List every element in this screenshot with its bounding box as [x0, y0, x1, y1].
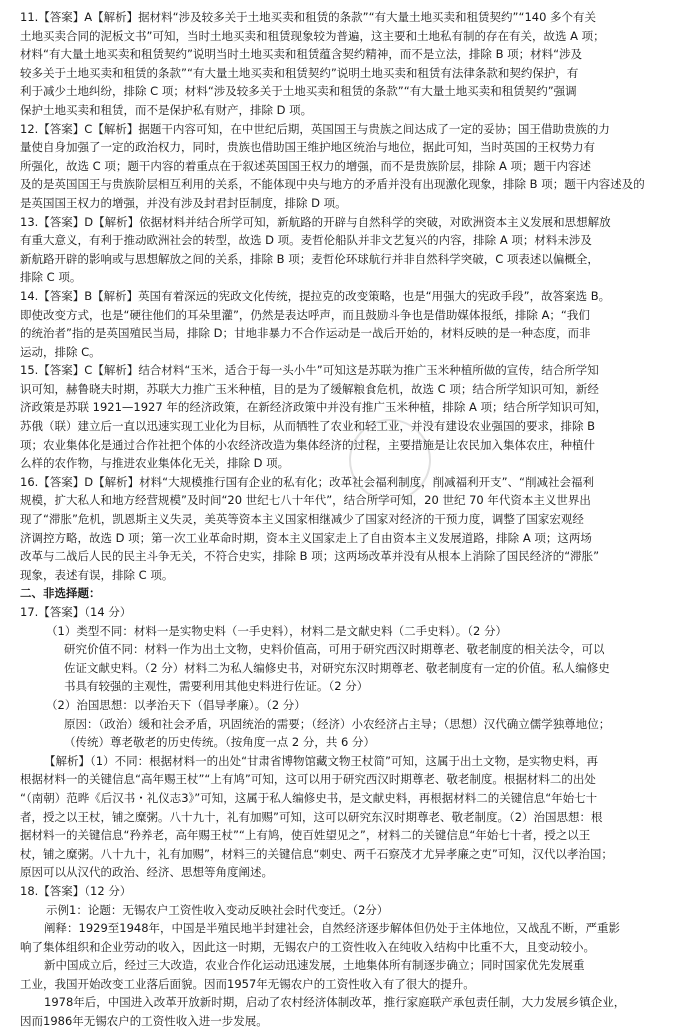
question-17-part-2-reasons	[20, 715, 676, 752]
text-line: 新航路开辟的影响或与思想解放之间的关系，排除 B 项；麦哲伦环球航行并非自然科学突破，C 项表述以偏概全，	[20, 251, 599, 266]
question-13-answer	[20, 213, 676, 287]
text-line: 现了“滞胀”危机，凯恩斯主义失灵，美英等资本主义国家相继减少了国家对经济的干预力度，调整了国家宏观经	[20, 512, 584, 527]
text-line: 研究价值不同：材料一作为出土文物，史料价值高，可用于研究西汉时期尊老、敬老制度的相关法令，可以	[64, 642, 605, 657]
text-line: 据材料一的关键信息“矜养老，高年赐王杖”“上有鸠，使百姓望见之”，材料二的关键信息“年始七十者，授之以王	[20, 828, 591, 843]
text-line: 是英国国王权力的增强，并没有涉及封君封臣制度，排除 D 项。	[20, 195, 347, 210]
text-line: 利于减少土地纠纷，排除 C 项；材料“涉及较多关于土地买卖和租赁的条款”“有大量土地买卖和租赁契约”强调	[20, 84, 577, 99]
question-18-paragraph-1	[20, 919, 676, 956]
text-line: 的统治者”指的是英国殖民当局，排除 D；甘地非暴力不合作运动是一战后开始的，材料反映的是一种态度，而非	[20, 326, 591, 341]
text-line: 苏俄（联）建立后一直以迅速实现工业化为目标，从而牺牲了农业和轻工业，并没有建设农业强国的要求，排除 B	[20, 419, 596, 434]
text-line: 根据材料一的关键信息“高年赐王杖”“上有鸠”可知，这可以用于研究西汉时期尊老、敬老制度。根据材料二的出处	[20, 772, 596, 787]
question-12-answer	[20, 120, 676, 213]
text-line: 材料“有大量土地买卖和租赁契约”说明当时土地买卖和租赁蕴含契约精神，而不是立法，排除 B 项；材料“涉及	[20, 47, 583, 62]
text-line: 16.【答案】D【解析】材料“大规模推行国有企业的私有化；改革社会福利制度，削减福利开支”、“削减社会福利	[20, 474, 595, 489]
text-line: 运动，排除 C。	[20, 344, 101, 359]
text-line: 量使自身加强了一定的政治权力，同时，贵族也借助国王维护地区统治与地位，据此可知，当时英国的王权势力有	[20, 140, 595, 155]
question-15-answer	[20, 361, 676, 473]
text-line: 排除 C 项。	[20, 270, 82, 285]
text-line: “（南朝）范晔《后汉书・礼仪志3》”可知，这属于私人编修史书，是文献史料，再根据材料二的关键信息“年始七十	[20, 790, 598, 805]
text-line: 者，授之以王杖，铺之糜粥。八十九十，礼有加赐”可知，这可以研究东汉时期尊老、敬老制度。（2）治国思想：根	[20, 809, 603, 824]
text-line: 保护土地买卖和租赁，而不是保护私有财产，排除 D 项。	[20, 102, 313, 117]
question-17-part-1-value	[20, 640, 676, 696]
text-line: 阐释：1929至1948年，中国是半殖民地半封建社会，自然经济逐步解体但仍处于主体地位，又战乱不断，严重影	[44, 921, 621, 936]
text-line: （传统）尊老敬老的历史传统。（按角度一点 2 分，共 6 分）	[64, 735, 376, 750]
text-line: 因而1986年无锡农户的工资性收入进一步发展。	[20, 1014, 268, 1029]
text-line: 即使改变方式，也是“硬往他们的耳朵里灌”，仍然是表达呼声，而且鼓励斗争也是借助媒体报纸，排除 A；“我们	[20, 307, 590, 322]
question-18-paragraph-2	[20, 956, 676, 993]
text-line: 济调控方略，故选 D 项；第一次工业革命时期，资本主义国家走上了自由资本主义发展道路，排除 A 项；这两场	[20, 530, 592, 545]
section-heading: 二、非选择题：	[20, 586, 101, 601]
text-line: 新中国成立后，经过三大改造，农业合作化运动迅速发展，土地集体所有制逐步确立；同时国家优先发展重	[44, 958, 585, 973]
text-line: 响了集体组织和企业劳动的收入，因此这一时期，无锡农户的工资性收入在纯收入结构中比重不大，且变动较小。	[20, 939, 595, 954]
question-14-answer	[20, 287, 676, 361]
text-line: 12.【答案】C【解析】据题干内容可知，在中世纪后期，英国国王与贵族之间达成了一定的妥协；国王借助贵族的力	[20, 121, 610, 136]
text-line: 工业，我国开始改变工业落后面貌。因而1957年无锡农户的工资性收入有了很大的提升。	[20, 976, 475, 991]
text-line: 较多关于土地买卖和租赁的条款”“有大量土地买卖和租赁契约”说明土地买卖和租赁有法律条款和契约保护，有	[20, 65, 579, 80]
text-line: 【解析】（1）不同：根据材料一的出处“甘肃省博物馆藏文物王杖简”可知，这属于出土文物，是实物史料，再	[44, 753, 598, 768]
text-line: 改革与二战后人民的民主斗争无关，不符合史实，排除 B 项；这两场改革并没有从根本上消除了国民经济的“滞胀”	[20, 549, 600, 564]
text-line: 14.【答案】B【解析】英国有着深远的宪政文化传统，提拉克的改变策略，也是“用强大的宪政手段”，故答案选 B。	[20, 288, 611, 303]
text-line: 11.【答案】A【解析】据材料“涉及较多关于土地买卖和租赁的条款”“有大量土地买卖和租赁契约”“140 多个有关	[20, 10, 597, 24]
text-line: 规模，扩大私人和地方经营规模”及时间“20 世纪七八十年代”，结合所学可知，20 世纪 70 年代资本主义世界出	[20, 493, 591, 508]
text-line: 杖，铺之糜粥。八十九十，礼有加赐”，材料三的关键信息“刺史、两千石察茂才尤异孝廉之吏”可知，汉代以孝治国；	[20, 846, 613, 861]
text-line: 所强化，故选 C 项；题干内容的着重点在于叙述英国国王权力的增强，而不是贵族阶层，排除 A 项；题干内容述	[20, 158, 592, 173]
text-line: 土地买卖合同的泥板文书”可知，当时土地买卖和租赁现象较为普遍，这主要和土地私有制的存在有关，故选 A 项；	[20, 28, 605, 43]
question-11-answer	[20, 8, 676, 120]
question-18-example: 示例1：论题：无锡农户工资性收入变动反映社会时代变迁。（2分）	[46, 902, 389, 917]
text-line: 有重大意义，有利于推动欧洲社会的转型，故选 D 项。麦哲伦船队并非文艺复兴的内容，排除 A 项；材料未涉及	[20, 233, 592, 248]
question-17-analysis	[20, 752, 676, 882]
text-line: 识可知，赫鲁晓夫时期，苏联大力推广玉米种植，目的是为了缓解粮食危机，故选 C 项；结合所学知识可知，新经	[20, 381, 599, 396]
text-line: 原因可以从汉代的政治、经济、思想等角度阐述。	[20, 865, 273, 880]
question-17-part-2	[20, 696, 676, 715]
question-18-heading: 18.【答案】（12 分）	[20, 883, 132, 898]
text-line: 1978年后，中国进入改革开放新时期，启动了农村经济体制改革，推行家庭联产承包责任制，大力发展乡镇企业，	[44, 995, 626, 1010]
question-18-paragraph-3	[20, 993, 676, 1030]
text-line: 书具有较强的主观性，需要利用其他史料进行佐证。（2 分）	[64, 679, 369, 694]
text-line: （1）类型不同：材料一是实物史料（一手史料），材料二是文献史料（二手史料）。（2 分）	[46, 623, 508, 638]
text-line: 济政策是苏联 1921—1927 年的经济政策，在新经济政策中并没有推广玉米种植，排除 A 项；结合所学知识可知，	[20, 400, 608, 415]
text-line: （2）治国思想：以孝治天下（倡导孝廉）。（2 分）	[46, 697, 306, 712]
text-line: 及的是英国国王与贵族阶层相互利用的关系，不能体现中央与地方的矛盾并没有出现激化现象，排除 B 项；题干内容述及的	[20, 177, 645, 192]
text-line: 么样的农作物，与推进农业集体化无关，排除 D 项。	[20, 456, 290, 471]
text-line: 13.【答案】D【解析】依据材料并结合所学可知，新航路的开辟与自然科学的突破，对欧洲资本主义发展和思想解放	[20, 214, 611, 229]
text-line: 项；农业集体化是通过合作社把个体的小农经济改造为集体经济的过程，主要措施是让农民加入集体农庄，种植什	[20, 437, 595, 452]
text-line: 原因：（政治）缓和社会矛盾，巩固统治的需要；（经济）小农经济占主导；（思想）汉代确立儒学独尊地位；	[64, 716, 611, 731]
text-line: 15.【答案】C【解析】结合材料“玉米，适合于每一头小牛”可知这是苏联为推广玉米种植所做的宣传，结合所学知	[20, 363, 599, 378]
question-17-heading: 17.【答案】（14 分）	[20, 605, 132, 619]
question-16-answer	[20, 473, 676, 585]
question-17-part-1	[20, 622, 676, 641]
text-line: 佐证文献史料。（2 分）材料二为私人编修史书，对研究东汉时期尊老、敬老制度有一定的价值。私人编修史	[64, 660, 610, 675]
text-line: 现象，表述有误，排除 C 项。	[20, 567, 174, 582]
